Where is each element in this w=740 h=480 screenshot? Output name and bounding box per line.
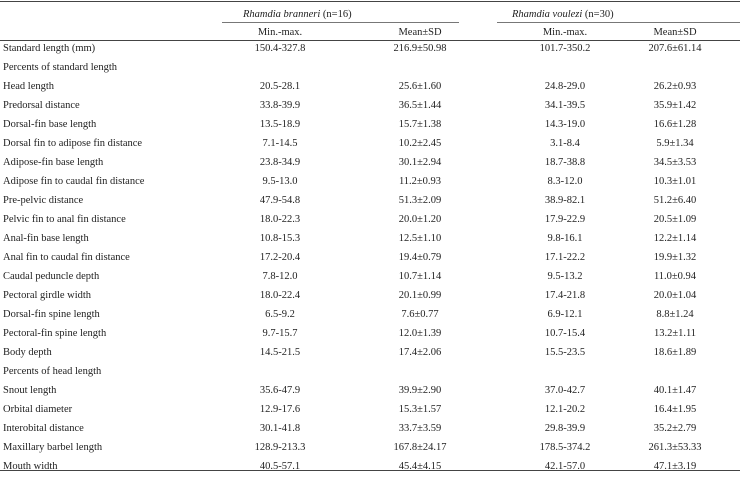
- table-cell: 20.5±1.09: [653, 214, 697, 225]
- row-label: Anal-fin base length: [3, 233, 89, 244]
- table-row: [0, 328, 740, 347]
- table-cell: 18.0-22.3: [259, 214, 301, 225]
- row-label: Mouth width: [3, 461, 58, 472]
- table-cell: 11.0±0.94: [653, 271, 697, 282]
- table-cell: 178.5-374.2: [539, 442, 591, 453]
- table-cell: 15.5-23.5: [544, 347, 586, 358]
- table-cell: 3.1-8.4: [550, 138, 580, 149]
- row-label: Caudal peduncle depth: [3, 271, 100, 282]
- table-cell: 20.0±1.20: [398, 214, 442, 225]
- table-cell: 14.5-21.5: [259, 347, 301, 358]
- table-cell: 18.0-22.4: [259, 290, 301, 301]
- table-cell: 7.6±0.77: [401, 309, 439, 320]
- row-label: Pelvic fin to anal fin distance: [3, 214, 126, 225]
- table-cell: 19.4±0.79: [398, 252, 442, 263]
- table-cell: 6.9-12.1: [547, 309, 583, 320]
- col-header-mean-sd: Mean±SD: [653, 27, 697, 38]
- species-name: Rhamdia voulezi: [512, 9, 583, 20]
- table-row: [0, 157, 740, 176]
- group-header-branneri: [243, 9, 352, 20]
- table-cell: 36.5±1.44: [398, 100, 442, 111]
- table-cell: 23.8-34.9: [259, 157, 301, 168]
- row-label: Percents of standard length: [3, 62, 118, 73]
- table-cell: 42.1-57.0: [544, 461, 586, 472]
- table-row: [0, 100, 740, 119]
- table-cell: 9.5-13.0: [262, 176, 298, 187]
- table-row: [0, 62, 740, 81]
- table-cell: 35.6-47.9: [259, 385, 301, 396]
- table-row: [0, 81, 740, 100]
- table-cell: 10.7-15.4: [544, 328, 586, 339]
- row-label: Interobital distance: [3, 423, 84, 434]
- table-cell: 20.1±0.99: [398, 290, 442, 301]
- table-row: [0, 442, 740, 461]
- table-cell: 11.2±0.93: [398, 176, 442, 187]
- group-rule-voulezi: [497, 22, 740, 23]
- table-cell: 35.9±1.42: [653, 100, 697, 111]
- table-cell: 40.5-57.1: [259, 461, 301, 472]
- table-cell: 8.8±1.24: [656, 309, 694, 320]
- sample-size: (n=16): [322, 9, 352, 20]
- col-header-mean-sd: Mean±SD: [398, 27, 442, 38]
- table-cell: 12.2±1.14: [653, 233, 697, 244]
- table-cell: 40.1±1.47: [653, 385, 697, 396]
- table-cell: 10.8-15.3: [259, 233, 301, 244]
- row-label: Dorsal fin to adipose fin distance: [3, 138, 143, 149]
- header-rule: [0, 40, 740, 41]
- table-cell: 6.5-9.2: [265, 309, 295, 320]
- row-label: Dorsal-fin base length: [3, 119, 97, 130]
- table-cell: 14.3-19.0: [544, 119, 586, 130]
- group-header-voulezi: [512, 9, 614, 20]
- table-cell: 10.2±2.45: [398, 138, 442, 149]
- table-cell: 15.7±1.38: [398, 119, 442, 130]
- row-label: Predorsal distance: [3, 100, 80, 111]
- table-cell: 10.3±1.01: [653, 176, 697, 187]
- row-label: Adipose-fin base length: [3, 157, 104, 168]
- table-cell: 9.5-13.2: [547, 271, 583, 282]
- table-cell: 150.4-327.8: [254, 43, 306, 54]
- table-cell: 10.7±1.14: [398, 271, 442, 282]
- table-cell: 12.0±1.39: [398, 328, 442, 339]
- table-cell: 30.1±2.94: [398, 157, 442, 168]
- row-label: Percents of head length: [3, 366, 102, 377]
- table-cell: 128.9-213.3: [254, 442, 306, 453]
- row-label: Pre-pelvic distance: [3, 195, 84, 206]
- table-cell: 39.9±2.90: [398, 385, 442, 396]
- table-cell: 30.1-41.8: [259, 423, 301, 434]
- table-cell: 8.3-12.0: [547, 176, 583, 187]
- table-row: [0, 309, 740, 328]
- table-cell: 37.0-42.7: [544, 385, 586, 396]
- table-cell: 9.7-15.7: [262, 328, 298, 339]
- table-row: [0, 271, 740, 290]
- table-cell: 47.1±3.19: [653, 461, 697, 472]
- table-cell: 19.9±1.32: [653, 252, 697, 263]
- table-cell: 17.9-22.9: [544, 214, 586, 225]
- table-cell: 16.4±1.95: [653, 404, 697, 415]
- row-label: Pectoral girdle width: [3, 290, 92, 301]
- table-cell: 29.8-39.9: [544, 423, 586, 434]
- table-row: [0, 385, 740, 404]
- table-cell: 15.3±1.57: [398, 404, 442, 415]
- table-row: [0, 195, 740, 214]
- col-header-minmax: Min.-max.: [542, 27, 588, 38]
- table-cell: 35.2±2.79: [653, 423, 697, 434]
- table-cell: 18.6±1.89: [653, 347, 697, 358]
- row-label: Pectoral-fin spine length: [3, 328, 107, 339]
- table-cell: 25.6±1.60: [398, 81, 442, 92]
- table-cell: 20.0±1.04: [653, 290, 697, 301]
- table-row: [0, 252, 740, 271]
- group-rule-branneri: [222, 22, 459, 23]
- top-rule: [0, 1, 740, 2]
- row-label: Body depth: [3, 347, 52, 358]
- table-row: [0, 119, 740, 138]
- table-cell: 12.5±1.10: [398, 233, 442, 244]
- table-cell: 207.6±61.14: [648, 43, 702, 54]
- table-cell: 7.8-12.0: [262, 271, 298, 282]
- row-label: Adipose fin to caudal fin distance: [3, 176, 145, 187]
- table-cell: 20.5-28.1: [259, 81, 301, 92]
- table-cell: 51.3±2.09: [398, 195, 442, 206]
- table-cell: 12.9-17.6: [259, 404, 301, 415]
- table-cell: 16.6±1.28: [653, 119, 697, 130]
- table-row: [0, 404, 740, 423]
- row-label: Head length: [3, 81, 55, 92]
- table-cell: 45.4±4.15: [398, 461, 442, 472]
- table-cell: 51.2±6.40: [653, 195, 697, 206]
- row-label: Dorsal-fin spine length: [3, 309, 100, 320]
- row-label: Standard length (mm): [3, 43, 96, 54]
- species-name: Rhamdia branneri: [243, 9, 321, 20]
- table-cell: 17.2-20.4: [259, 252, 301, 263]
- table-cell: 24.8-29.0: [544, 81, 586, 92]
- row-label: Maxillary barbel length: [3, 442, 103, 453]
- table-cell: 17.4-21.8: [544, 290, 586, 301]
- table-cell: 167.8±24.17: [393, 442, 447, 453]
- table-row: [0, 43, 740, 62]
- table-cell: 13.2±1.11: [653, 328, 697, 339]
- table-cell: 261.3±53.33: [648, 442, 702, 453]
- table-row: [0, 347, 740, 366]
- table-row: [0, 366, 740, 385]
- table-cell: 26.2±0.93: [653, 81, 697, 92]
- table-cell: 101.7-350.2: [539, 43, 591, 54]
- sample-size: (n=30): [584, 9, 614, 20]
- table-cell: 47.9-54.8: [259, 195, 301, 206]
- table-row: [0, 290, 740, 309]
- table-cell: 216.9±50.98: [393, 43, 447, 54]
- table-cell: 9.8-16.1: [547, 233, 583, 244]
- table-row: [0, 214, 740, 233]
- table-row: [0, 423, 740, 442]
- table-cell: 12.1-20.2: [544, 404, 586, 415]
- col-header-minmax: Min.-max.: [257, 27, 303, 38]
- bottom-rule: [0, 470, 740, 471]
- table-cell: 38.9-82.1: [544, 195, 586, 206]
- row-label: Anal fin to caudal fin distance: [3, 252, 130, 263]
- table-cell: 13.5-18.9: [259, 119, 301, 130]
- table-cell: 18.7-38.8: [544, 157, 586, 168]
- table-cell: 7.1-14.5: [262, 138, 298, 149]
- table-cell: 17.4±2.06: [398, 347, 442, 358]
- table-cell: 33.8-39.9: [259, 100, 301, 111]
- row-label: Orbital diameter: [3, 404, 73, 415]
- table-cell: 5.9±1.34: [656, 138, 694, 149]
- row-label: Snout length: [3, 385, 57, 396]
- table-row: [0, 233, 740, 252]
- table-cell: 34.5±3.53: [653, 157, 697, 168]
- table-row: [0, 138, 740, 157]
- table-cell: 17.1-22.2: [544, 252, 586, 263]
- table-cell: 33.7±3.59: [398, 423, 442, 434]
- table-row: [0, 176, 740, 195]
- table-cell: 34.1-39.5: [544, 100, 586, 111]
